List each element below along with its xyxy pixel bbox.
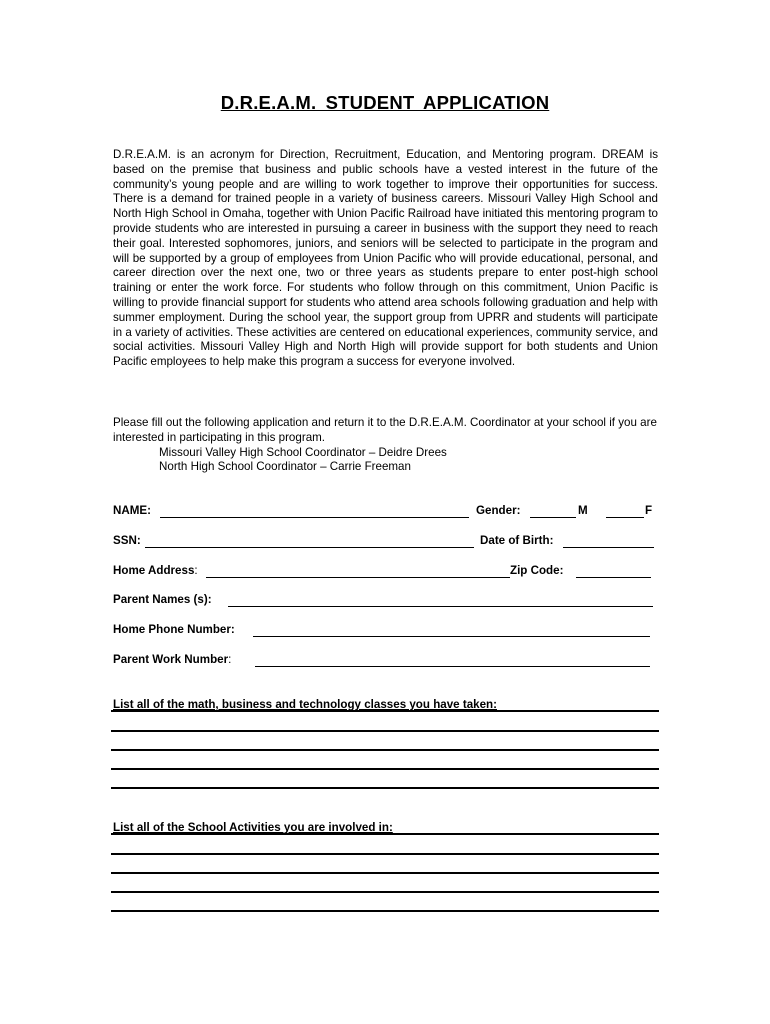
dob-label: Date of Birth:	[480, 534, 554, 547]
parent-work-label-group	[113, 653, 231, 666]
home-phone-label: Home Phone Number:	[113, 623, 235, 636]
intro-paragraph: D.R.E.A.M. is an acronym for Direction, Recruitment, Education, and Mentoring program. DREAM is based on the premise that business and public schools have a vested interest in the future of the community’s young people and are willing to work together to improve their opportunities for success. There is a demand for trained people in a variety of business careers. Missouri Valley High School and North High School in Omaha, together with Union Pacific Railroad have initiated this mentoring program to provide students who are interested in pursuing a career in business with the support they need to reach their goal. Interested sophomores, juniors, and seniors will be selected to participate in the program and will be supported by a group of employees from Union Pacific who will provide educational, personal, and career direction over the next one, two or three years as students prepare to enter post-high school training or enter the work force. For students who follow through on this commitment, Union Pacific is willing to provide financial support for students who attend area schools following graduation and help with summer employment. During the school year, the support group from UPRR and students will participate in a variety of activities. These activities are centered on educational experiences, community service, and social activities. Missouri Valley High and North High will provide support for both students and Union Pacific employees to help make this program a success for everyone involved.	[113, 148, 658, 369]
instructions-block	[113, 416, 658, 475]
zip-field[interactable]	[576, 577, 651, 578]
classes-line-5[interactable]	[111, 787, 659, 789]
parent-work-field[interactable]	[255, 666, 650, 667]
name-label: NAME:	[113, 504, 151, 517]
classes-line-1[interactable]	[111, 710, 659, 712]
gender-f-label: F	[645, 504, 653, 517]
ssn-label: SSN:	[113, 534, 141, 547]
parent-work-colon: :	[228, 653, 232, 666]
coordinator-north-high: North High School Coordinator – Carrie Freeman	[159, 460, 411, 474]
parent-names-field[interactable]	[228, 606, 653, 607]
gender-label: Gender:	[476, 504, 521, 517]
instructions-text: Please fill out the following application and return it to the D.R.E.A.M. Coordinator at your school if you are interested in participating in this program.	[113, 416, 657, 444]
home-address-label-group	[113, 564, 198, 577]
dob-field[interactable]	[563, 547, 654, 548]
classes-line-3[interactable]	[111, 749, 659, 751]
home-phone-field[interactable]	[253, 636, 650, 637]
activities-line-4[interactable]	[111, 891, 659, 893]
coordinator-missouri-valley: Missouri Valley High School Coordinator – Deidre Drees	[159, 445, 447, 459]
activities-line-5[interactable]	[111, 910, 659, 912]
gender-m-label: M	[578, 504, 588, 517]
parent-names-label: Parent Names (s):	[113, 593, 212, 606]
page-title: D.R.E.A.M. STUDENT APPLICATION	[220, 92, 550, 113]
home-address-colon: :	[194, 564, 198, 577]
activities-line-3[interactable]	[111, 872, 659, 874]
activities-line-2[interactable]	[111, 853, 659, 855]
parent-work-label: Parent Work Number	[113, 653, 229, 666]
ssn-field[interactable]	[145, 547, 474, 548]
name-field[interactable]	[160, 517, 469, 518]
gender-f-field[interactable]	[606, 517, 644, 518]
classes-section-label: List all of the math, business and technology classes you have taken:	[113, 698, 497, 711]
gender-m-field[interactable]	[530, 517, 576, 518]
home-address-field[interactable]	[206, 577, 510, 578]
home-address-label: Home Address	[113, 564, 195, 577]
classes-line-2[interactable]	[111, 730, 659, 732]
zip-label: Zip Code:	[510, 564, 564, 577]
activities-section-label: List all of the School Activities you are involved in:	[113, 821, 393, 834]
activities-line-1[interactable]	[111, 833, 659, 835]
classes-line-4[interactable]	[111, 768, 659, 770]
